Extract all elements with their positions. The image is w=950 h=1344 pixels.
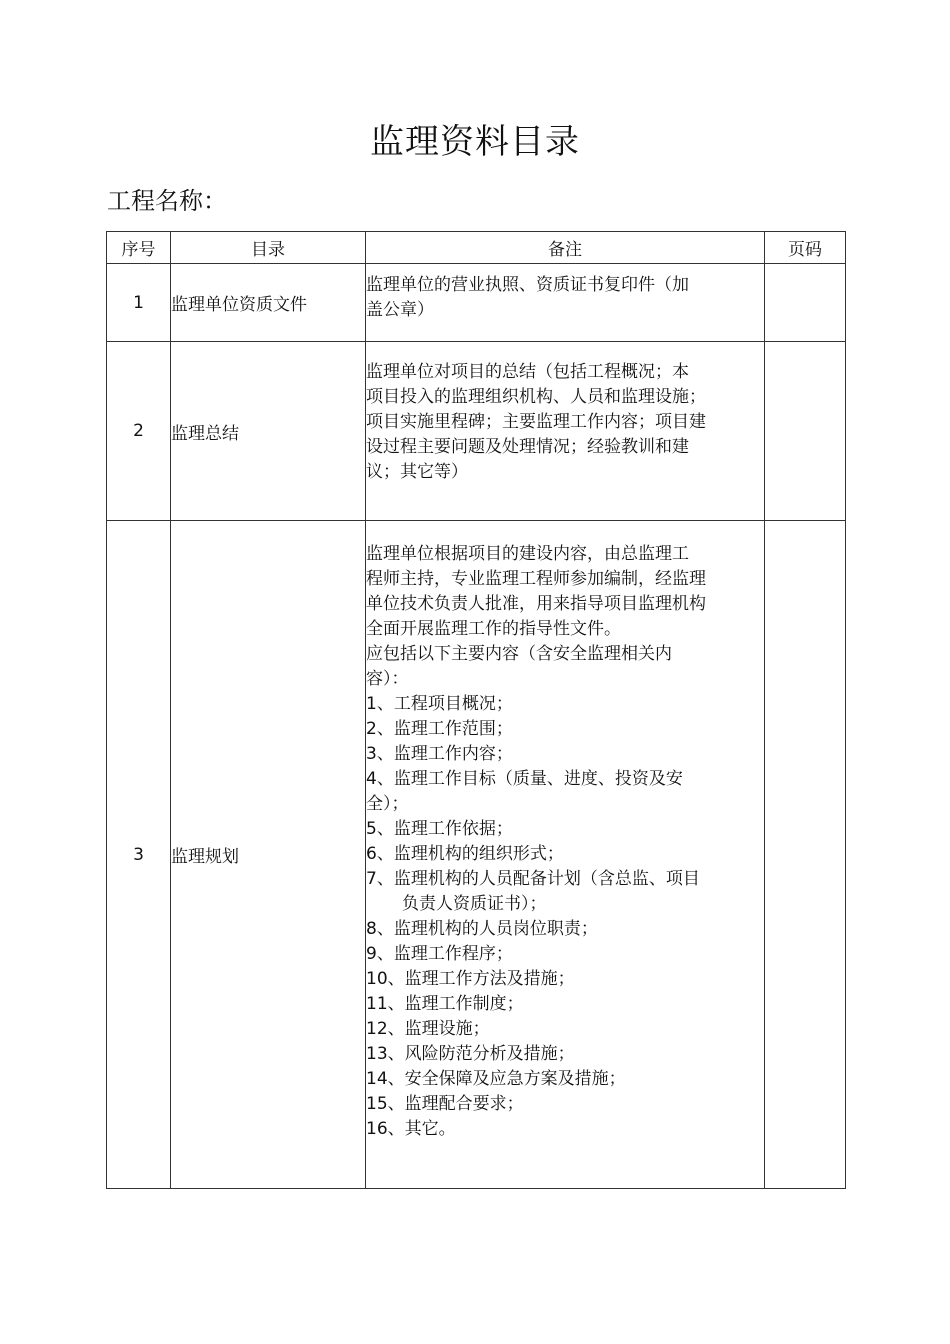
- note-line: 11、监理工作制度；: [366, 994, 524, 1014]
- note-line: 5、监理工作依据；: [366, 819, 513, 839]
- note-line: 项目实施里程碑；主要监理工作内容；项目建: [366, 412, 706, 432]
- header-item: 目录: [171, 232, 366, 264]
- note-line: 单位技术负责人批准，用来指导项目监理机构: [366, 594, 706, 614]
- table-row: [107, 342, 846, 521]
- note-line: 9、监理工作程序；: [366, 944, 513, 964]
- note-line: 14、安全保障及应急方案及措施；: [366, 1069, 626, 1089]
- note-line: 10、监理工作方法及措施；: [366, 969, 575, 989]
- row-page: [765, 264, 846, 342]
- header-page: 页码: [765, 232, 846, 264]
- header-note: 备注: [366, 232, 765, 264]
- row-item: 监理单位资质文件: [171, 264, 366, 342]
- row-number: 2: [107, 342, 171, 521]
- note-line: 应包括以下主要内容（含安全监理相关内: [366, 644, 672, 664]
- row-page: [765, 521, 846, 1189]
- row-item: 监理规划: [171, 521, 366, 1189]
- document-title: 监理资料目录: [370, 122, 580, 162]
- row-note: [366, 342, 765, 521]
- note-line: 程师主持，专业监理工程师参加编制，经监理: [366, 569, 706, 589]
- row-item: 监理总结: [171, 342, 366, 521]
- note-line: 负责人资质证书）；: [402, 894, 547, 914]
- project-name-label: 工程名称：: [107, 187, 227, 215]
- note-line: 监理单位根据项目的建设内容，由总监理工: [366, 544, 689, 564]
- note-line: 监理单位对项目的总结（包括工程概况；本: [366, 362, 689, 382]
- row-number: 1: [107, 264, 171, 342]
- note-line: 15、监理配合要求；: [366, 1094, 524, 1114]
- note-line: 容）：: [366, 669, 409, 689]
- catalog-table: [106, 231, 846, 1189]
- note-line: 监理单位的营业执照、资质证书复印件（加: [366, 275, 689, 295]
- note-line: 3、监理工作内容；: [366, 744, 513, 764]
- note-line: 全面开展监理工作的指导性文件。: [366, 619, 621, 639]
- note-line: 设过程主要问题及处理情况；经验教训和建: [366, 437, 689, 457]
- note-line: 盖公章）: [366, 300, 434, 320]
- table-header-row: [107, 232, 846, 264]
- note-line: 2、监理工作范围；: [366, 719, 513, 739]
- row-page: [765, 342, 846, 521]
- note-line: 1、工程项目概况；: [366, 694, 513, 714]
- row-note: [366, 264, 765, 342]
- note-line: 16、其它。: [366, 1119, 456, 1139]
- note-line: 6、监理机构的组织形式；: [366, 844, 564, 864]
- note-line: 12、监理设施；: [366, 1019, 490, 1039]
- note-line: 8、监理机构的人员岗位职责；: [366, 919, 598, 939]
- row-note: [366, 521, 765, 1189]
- note-line: 13、风险防范分析及措施；: [366, 1044, 575, 1064]
- table-row: [107, 264, 846, 342]
- note-line: 7、监理机构的人员配备计划（含总监、项目: [366, 869, 700, 889]
- note-line: 4、监理工作目标（质量、进度、投资及安: [366, 769, 683, 789]
- note-line: 议；其它等）: [366, 462, 468, 482]
- table-row: [107, 521, 846, 1189]
- header-no: 序号: [107, 232, 171, 264]
- row-number: 3: [107, 521, 171, 1189]
- note-line: 全）；: [366, 794, 409, 814]
- note-line: 项目投入的监理组织机构、人员和监理设施；: [366, 387, 706, 407]
